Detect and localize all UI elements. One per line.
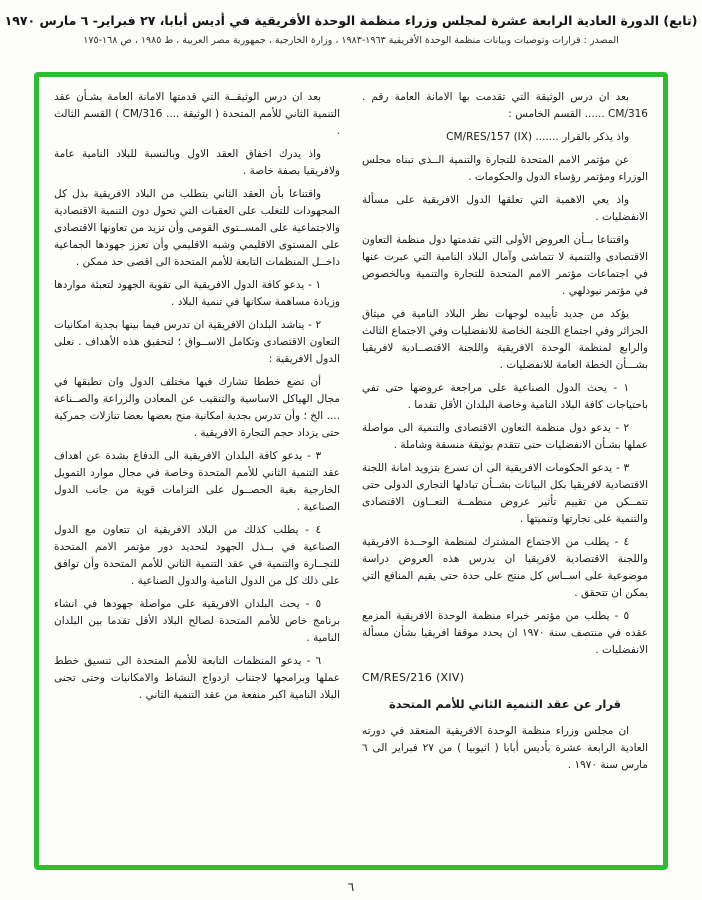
paragraph: ٤ - يطلب من الاجتماع المشترك لمنظمة الوحــدة الافريقية واللجنة الاقتصادية لافريقيا ان يدرس هذه العروض دراسة موضوعية على اســاس كل منتج على حدة حتى يقيم المنافع التي يمكن ان تتحقق . xyxy=(362,536,648,599)
header-source: المصدر : قرارات وتوصيات وبيانات منظمة الوحدة الأفريقية ١٩٦٣-١٩٨٣ ، وزارة الخارجية ، جمهورية مصر العربية ، ط ١٩٨٥ ، ص ١٦٨-١٧٥ xyxy=(83,35,619,46)
paragraph: بعد ان درس الوثيقــة التي قدمتها الامانة العامة بشـأن عقد التنمية الثاني للأمم المتحدة ( الوثيقة .... CM/316 ) القسم الثالث . xyxy=(54,91,340,137)
paragraph: ٣ - يدعو كافة البلدان الافريقية الى الدفاع بشدة عن اهداف عقد التنمية الثاني للأمم المتحدة وخاصة في مجال موارد التمويل الخارجية بغية الحصــول على التزامات قوية من جانب الدول الصناعية . xyxy=(54,450,340,513)
column-left xyxy=(54,89,340,855)
paragraph: ١ - يحث الدول الصناعية على مراجعة عروضها حتى تفي باحتياجات كافة البلاد النامية وخاصة البلدان الأقل تقدما . xyxy=(362,382,648,411)
paragraph: ١ - يدعو كافة الدول الافريقية الى تقوية الجهود لتعبئة مواردها وزيادة مساهمة سكانها في تنمية البلاد . xyxy=(54,279,340,308)
paragraph: ان مجلس وزراء منظمة الوحدة الافريقية المنعقد في دورته العادية الرابعة عشرة بأديس أبابا ( اثيوبيا ) من ٢٧ فبراير الى ٦ مارس سنة ١٩٧٠ . xyxy=(362,725,648,772)
paragraph: واقتناعا بأن العقد الثاني يتطلب من البلاد الافريقية بذل كل المجهودات للتغلب على العقبات التي تحول دون التنمية الاقتصادية والاجتماعية على المســتوى القومى وأن تزيد من تعاونها الاقتصادى على المستوى الاقليمي وشبه الاقليمي وأن تعزز جهودها الجماعية داخــل المنظمات التابعة للأمم المتحدة الى اقصى حد ممكن . xyxy=(54,188,340,268)
paragraph: ٥ - يحث البلدان الافريقية على مواصلة جهودها في انشاء برنامج خاص للأمم المتحدة لصالح البلاد الأقل تقدما بين البلدان النامية . xyxy=(54,598,340,644)
header-title: (تابع) الدورة العادية الرابعة عشرة لمجلس وزراء منظمة الوحدة الأفريقية في أديس أبابا، ٢٧ فبراير- ٦ مارس ١٩٧٠ xyxy=(4,13,698,28)
paragraph: ٤ - يطلب كذلك من البلاد الافريقية ان تتعاون مع الدول الصناعية في بــذل الجهود لتحديد دور مؤتمر الامم المتحدة للتجــارة والتنمية في عقد التنمية الثاني للأمم المتحدة وأن توافق على ذلك كل من الدول النامية والدول الصناعية . xyxy=(54,524,340,587)
paragraph: ٢ - يناشد البلدان الافريقية ان تدرس فيما بينها بجدية امكانيات التعاون الاقتصادى وتكامل الاســواق ؛ لتحقيق هذه الأهداف . نعلى الدول الافريقية : xyxy=(54,319,340,365)
paragraph: ٦ - يدعو المنظمات التابعة للأمم المتحدة الى تنسيق خطط عملها وبرامجها لاجتناب ازدواج النشاط والامكانيات وحتى تجنى البلاد النامية اكبر منفعة من عقد التنمية الثاني . xyxy=(54,655,340,701)
paragraph: واذ يعي الاهمية التي تعلقها الدول الافريقية على مسألة الانفضليات . xyxy=(362,194,648,223)
green-frame xyxy=(34,72,668,870)
paragraph: ٥ - يطلب من مؤتمر خبراء منظمة الوحدة الافريقية المزمع عقده في منتصف سنة ١٩٧٠ ان يحدد موقفا افريقيا بشأن مسألة الانفضليات . xyxy=(362,610,648,656)
document-header xyxy=(0,0,702,46)
paragraph: واذ يدرك اخفاق العقد الاول وبالنسبة للبلاد النامية عامة ولافريقيا بصفة خاصة . xyxy=(54,148,340,177)
paragraph: ٣ - يدعو الحكومات الافريقية الى ان تسرع بتزويد امانة اللجنة الاقتصادية لافريقيا بكل البيانات بشــأن تبادلها التجارى الدولى حتى تتمــكن من تقييم تأثير عروض منظمــة التعــاون الاقتصادى والتنمية على تجارتها وتنميتها . xyxy=(362,462,648,525)
paragraph: واذ يذكر بالقرار ....... CM/RES/157 (IX) xyxy=(446,131,630,143)
paragraph: ٢ - يدعو دول منظمة التعاون الاقتصادى والتنمية الى مواصلة عملها بشـأن الانفضليات حتى تتقدم بوثيقة منسقة وشاملة . xyxy=(362,422,648,451)
paragraph: يؤكد من جديد تأييده لوجهات نظر البلاد النامية في ميثاق الجزائر وفي اجتماع اللجنة الخاصة للانفضليات وفي الاجتماع الثالث والرابع لمنظمة الوحدة الافريقية واللجنة الاقتصــادية لافريقيا بشـــأن الخطة العامة للانفضليات . xyxy=(362,308,648,371)
resolution-code: CM/RES/216 (XIV) xyxy=(362,671,465,684)
paragraph: أن تضع خططا تشارك فيها مختلف الدول وان تطبقها في مجال الهياكل الاساسية والتنقيب عن المعادن والزراعة والصــناعة .... الخ ؛ وأن تدرس بجدية امكانية منح بعضها بعضا تنازلات جمركية حتى يزداد حجم التجارة الافريقية . xyxy=(54,376,340,439)
paragraph: عن مؤتمر الامم المتحدة للتجارة والتنمية الــذى تبناه مجلس الوزراء ومؤتمر رؤساء الدول والحكومات . xyxy=(362,154,648,183)
paragraph: بعد ان درس الوثيقة التي تقدمت بها الامانة العامة رقم . CM/316 ...... القسم الخامس : xyxy=(362,91,648,120)
paragraph: واقتناعا بــأن العروض الأولى التي تقدمتها دول منظمة التعاون الاقتصادى والتنمية لا تتماشى وآمال البلاد النامية التي عبرت عنها في اجتماعات مؤتمر الامم المتحدة للتجارة والتنمية وبالخصوص في مؤتمر نيودلهي . xyxy=(362,234,648,297)
column-right xyxy=(362,89,648,855)
resolution-heading: قرار عن عقد التنمية الثاني للأمم المتحدة xyxy=(388,696,622,711)
page-number: ٦ xyxy=(347,880,355,894)
